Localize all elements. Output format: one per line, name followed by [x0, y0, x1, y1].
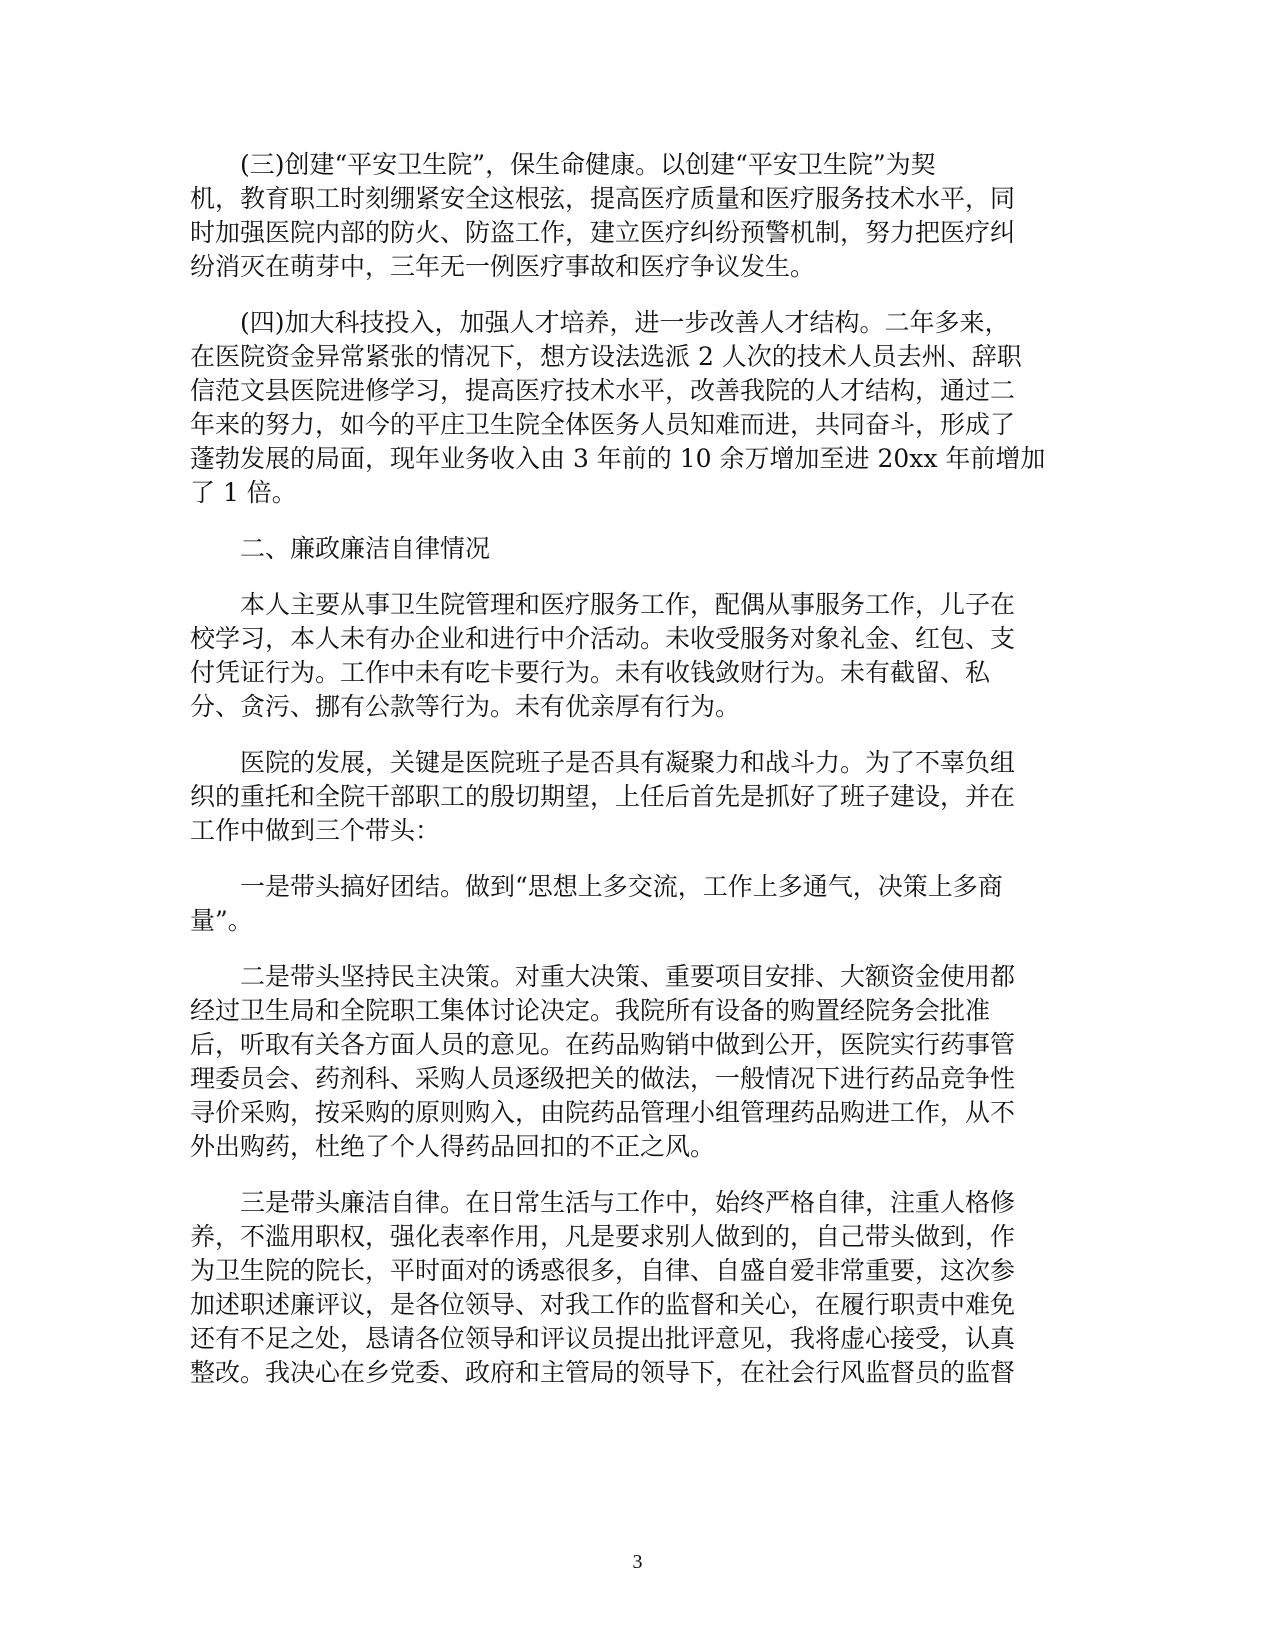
paragraph-section-four: (四)加大科技投入，加强人才培养，进一步改善人才结构。二年多来， 在医院资金异常紧张的情况下，想方设法选派 2 人次的技术人员去州、辞职 信范文县医院进修学习，提高医疗技术水平，改善我院的人才结构，通过二 年来的努力，如今的平庄卫生院全体医务人员知难而进，共同奋斗，形成了 蓬勃发展的局面，现年业务收入由 3 年前的 10 余万增加至进 20xx 年前增加 了 1 倍。 — [190, 308, 1046, 507]
paragraph-section-three: (三)创建“平安卫生院”，保生命健康。以创建“平安卫生院”为契 机，教育职工时刻绷紧安全这根弦，提高医疗质量和医疗服务技术水平，同 时加强医院内部的防火、防盗工作，建立医疗纠纷预警机制，努力把医疗纠 纷消灭在萌芽中，三年无一例医疗事故和医疗争议发生。 — [190, 150, 1016, 281]
page-number: 3 — [632, 1551, 643, 1573]
paragraph-personal-conduct: 本人主要从事卫生院管理和医疗服务工作，配偶从事服务工作，儿子在 校学习，本人未有办企业和进行中介活动。未收受服务对象礼金、红包、支 付凭证行为。工作中未有吃卡要行为。未有收钱敛财行为。未有截留、私 分、贪污、挪有公款等行为。未有优亲厚有行为。 — [190, 590, 1016, 721]
paragraph-third-lead: 三是带头廉洁自律。在日常生活与工作中，始终严格自律，注重人格修 养，不滥用职权，强化表率作用，凡是要求别人做到的，自己带头做到，作 为卫生院的院长，平时面对的诱惑很多，自律、自盛自爱非常重要，这次参 加述职述廉评议，是各位领导、对我工作的监督和关心，在履行职责中难免 还有不足之处，恳请各位领导和评议员提出批评意见，我将虚心接受，认真 整改。我决心在乡党委、政府和主管局的领导下，在社会行风监督员的监督 — [190, 1188, 1016, 1387]
section-heading-integrity: 二、廉政廉洁自律情况 — [240, 534, 491, 563]
paragraph-second-lead: 二是带头坚持民主决策。对重大决策、重要项目安排、大额资金使用都 经过卫生局和全院职工集体讨论决定。我院所有设备的购置经院务会批准 后，听取有关各方面人员的意见。在药品购销中做到公开，医院实行药事管 理委员会、药剂科、采购人员逐级把关的做法，一般情况下进行药品竞争性 寻价采购，按采购的原则购入，由院药品管理小组管理药品购进工作，从不 外出购药，杜绝了个人得药品回扣的不正之风。 — [190, 962, 1016, 1161]
paragraph-first-lead: 一是带头搞好团结。做到“思想上多交流，工作上多通气，决策上多商 量”。 — [190, 872, 1003, 935]
document-body — [190, 148, 1085, 1412]
paragraph-leadership: 医院的发展，关键是医院班子是否具有凝聚力和战斗力。为了不辜负组 织的重托和全院干部职工的殷切期望，上任后首先是抓好了班子建设，并在 工作中做到三个带头： — [190, 748, 1016, 845]
